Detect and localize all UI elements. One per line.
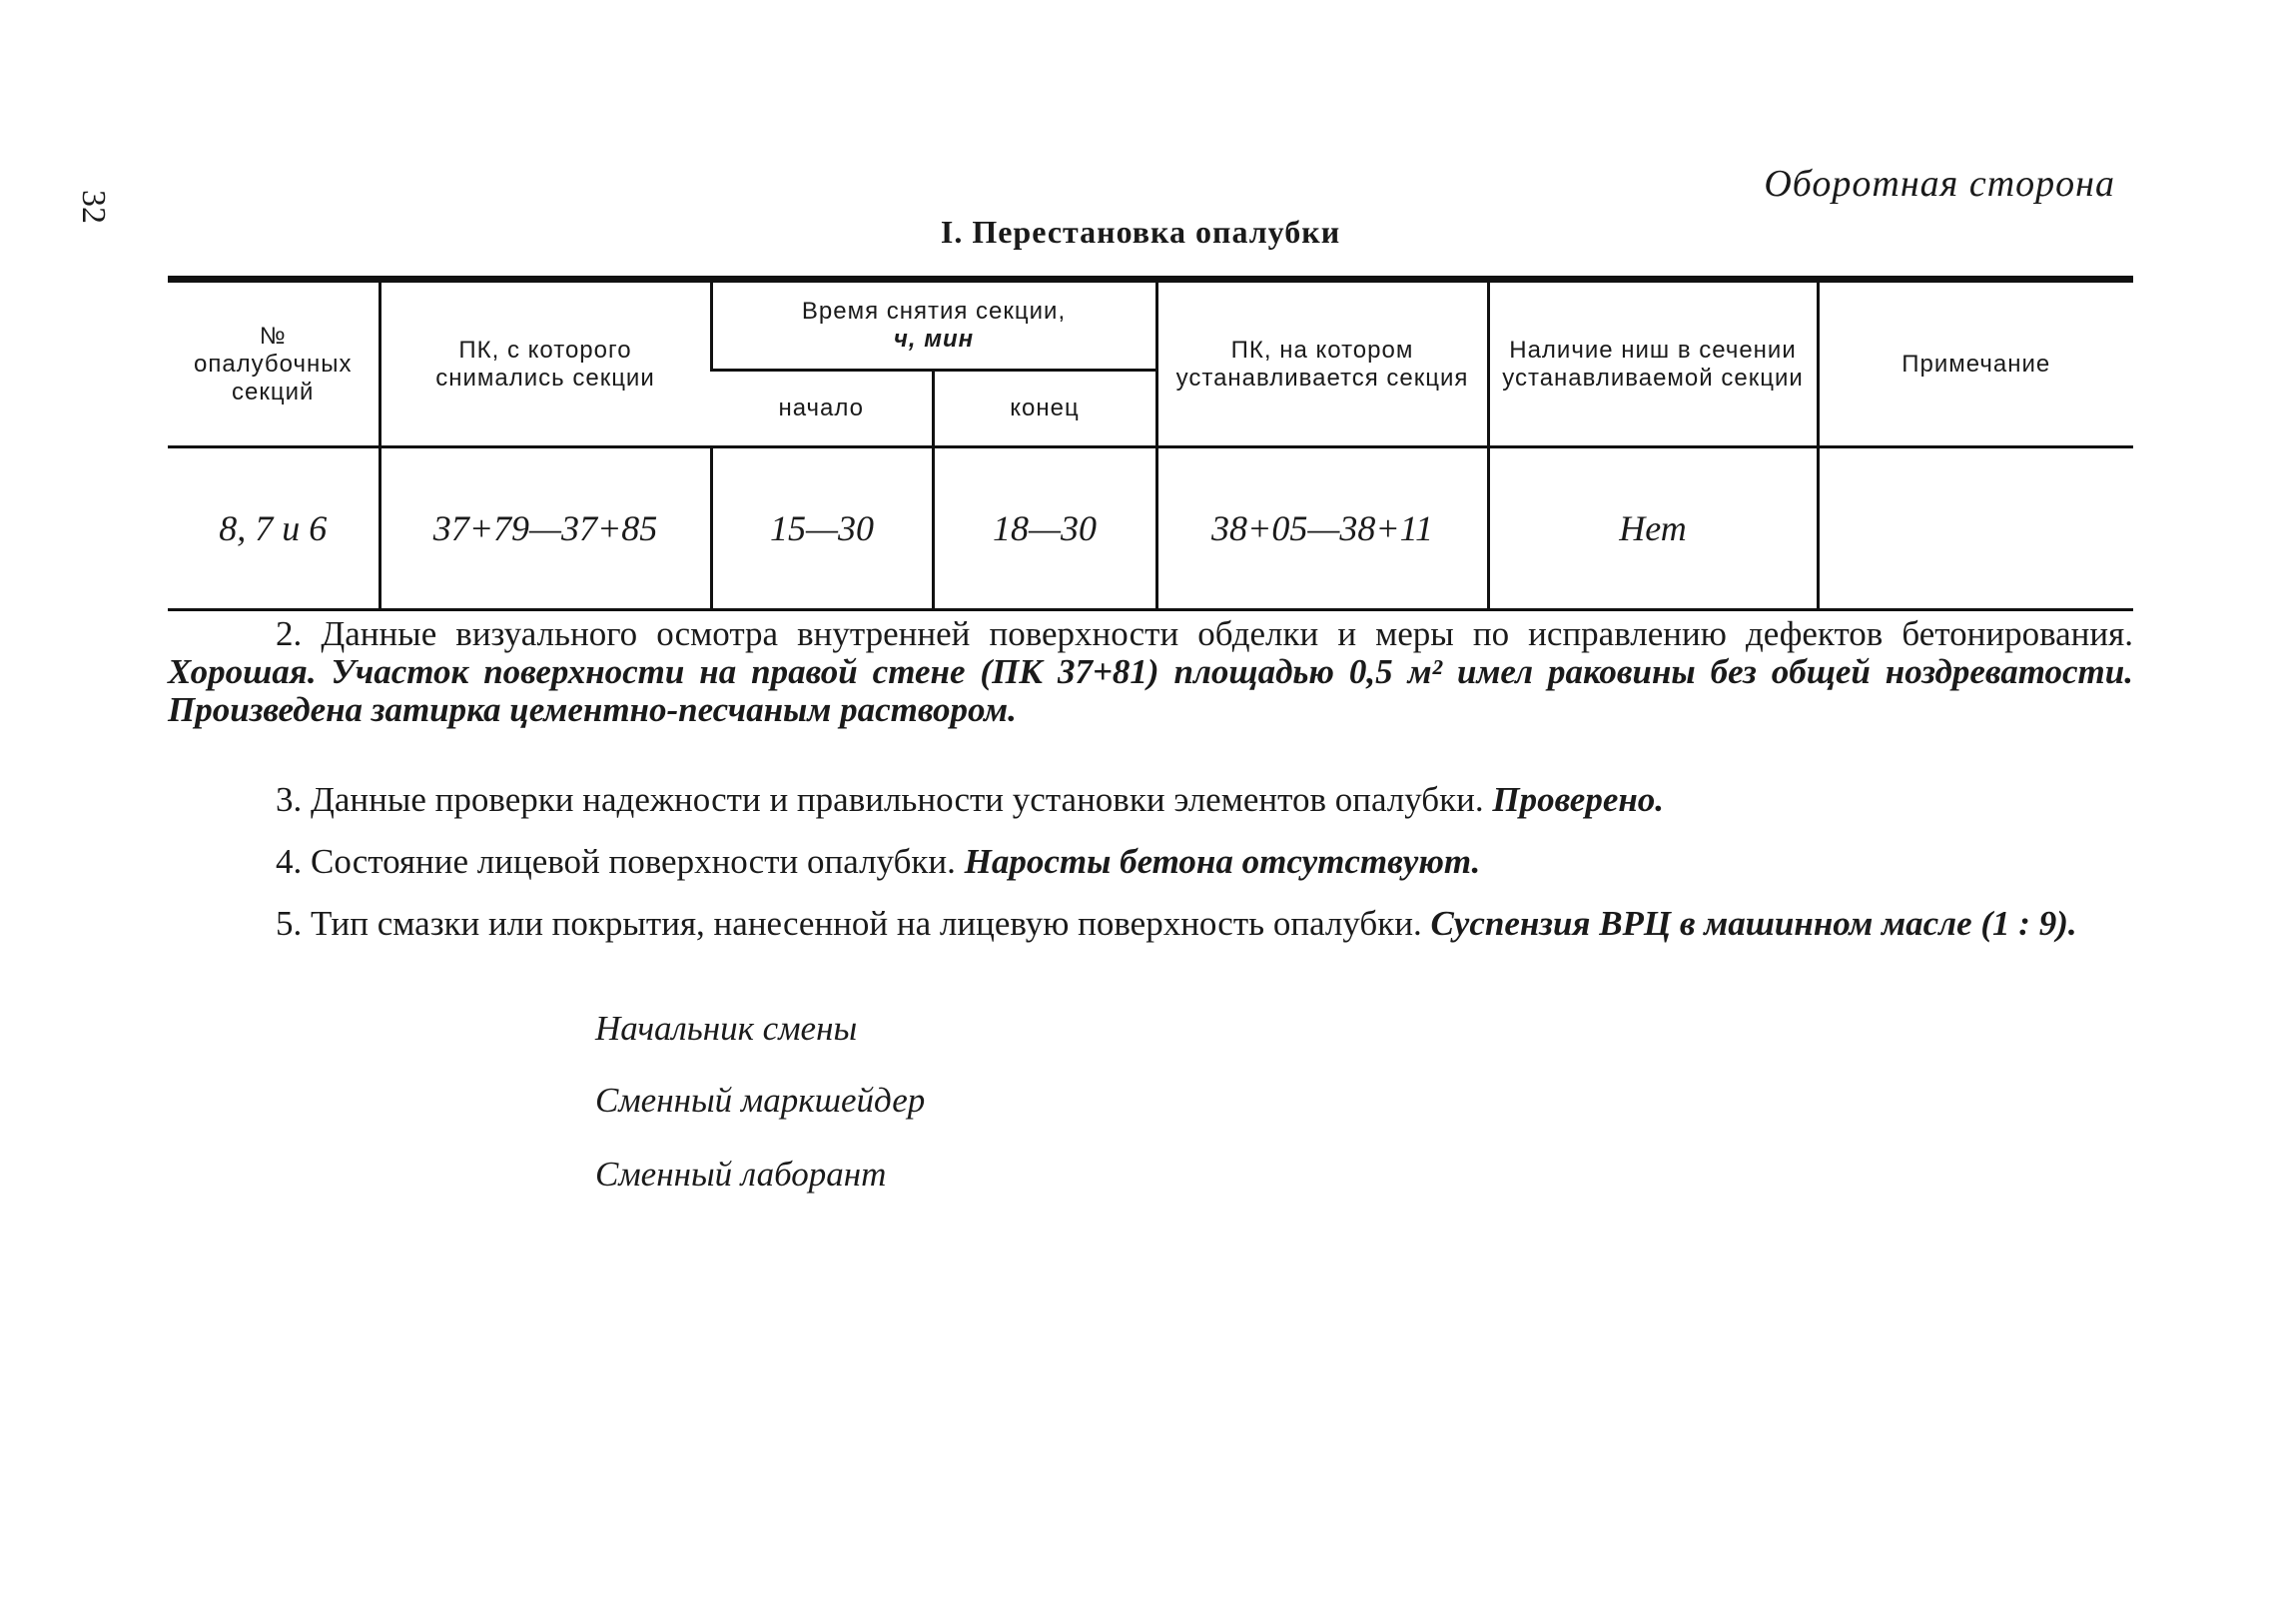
table-row	[168, 447, 2133, 610]
item-2-answer: Хорошая. Участок поверхности на правой стене (ПК 37+81) площадью 0,5 м² имел раковины без общей ноздреватости. Произведена затирка цементно-песчаным раствором.	[168, 652, 2133, 729]
header-sections: № опалубочных секций	[193, 322, 353, 406]
item-5-text: 5. Тип смазки или покрытия, нанесенной на лицевую поверхность опалубки.	[276, 904, 1422, 943]
cell-niches: Нет	[1488, 447, 1818, 610]
signature-shift-head: Начальник смены	[595, 1009, 858, 1048]
item-3-text: 3. Данные проверки надежности и правильности установки элементов опалубки.	[276, 780, 1484, 819]
signature-surveyor: Сменный маркшейдер	[595, 1081, 926, 1120]
formwork-table	[168, 276, 2133, 611]
cell-sections: 8, 7 и 6	[219, 508, 328, 548]
item-2-text: 2. Данные визуального осмотра внутренней поверхности обделки и меры по исправлению дефектов бетонирования.	[276, 614, 2133, 653]
item-4	[168, 843, 2133, 881]
header-pk-from: ПК, с которого снимались секции	[380, 280, 711, 447]
cell-time-start: 15—30	[711, 447, 933, 610]
cell-time-end: 18—30	[933, 447, 1156, 610]
header-time-end: конец	[933, 371, 1156, 447]
item-5	[168, 905, 2133, 943]
header-time-group	[711, 280, 1156, 371]
item-3-answer: Проверено.	[1492, 780, 1665, 819]
header-time-label: Время снятия секции,	[801, 298, 1067, 325]
item-3	[168, 781, 2133, 819]
item-2	[168, 615, 2133, 729]
item-4-text: 4. Состояние лицевой поверхности опалубки.	[276, 842, 956, 881]
item-5-answer: Суспензия ВРЦ в машинном масле (1 : 9).	[1430, 904, 2077, 943]
header-note: Примечание	[1818, 280, 2133, 447]
header-pk-to: ПК, на котором устанавливается секция	[1156, 280, 1488, 447]
signature-lab-assistant: Сменный лаборант	[595, 1155, 887, 1194]
cell-pk-from: 37+79—37+85	[380, 447, 711, 610]
header-time-units: ч, мин	[893, 326, 975, 353]
item-4-answer: Наросты бетона отсутствуют.	[964, 842, 1481, 881]
header-niches: Наличие ниш в сечении устанавливаемой секции	[1488, 280, 1818, 447]
cell-pk-to: 38+05—38+11	[1156, 447, 1488, 610]
side-label: Оборотная сторона	[1764, 163, 2115, 205]
table-title: I. Перестановка опалубки	[940, 214, 1341, 250]
cell-note	[1818, 447, 2133, 610]
page-number: 32	[75, 190, 112, 224]
header-time-start: начало	[778, 395, 865, 421]
